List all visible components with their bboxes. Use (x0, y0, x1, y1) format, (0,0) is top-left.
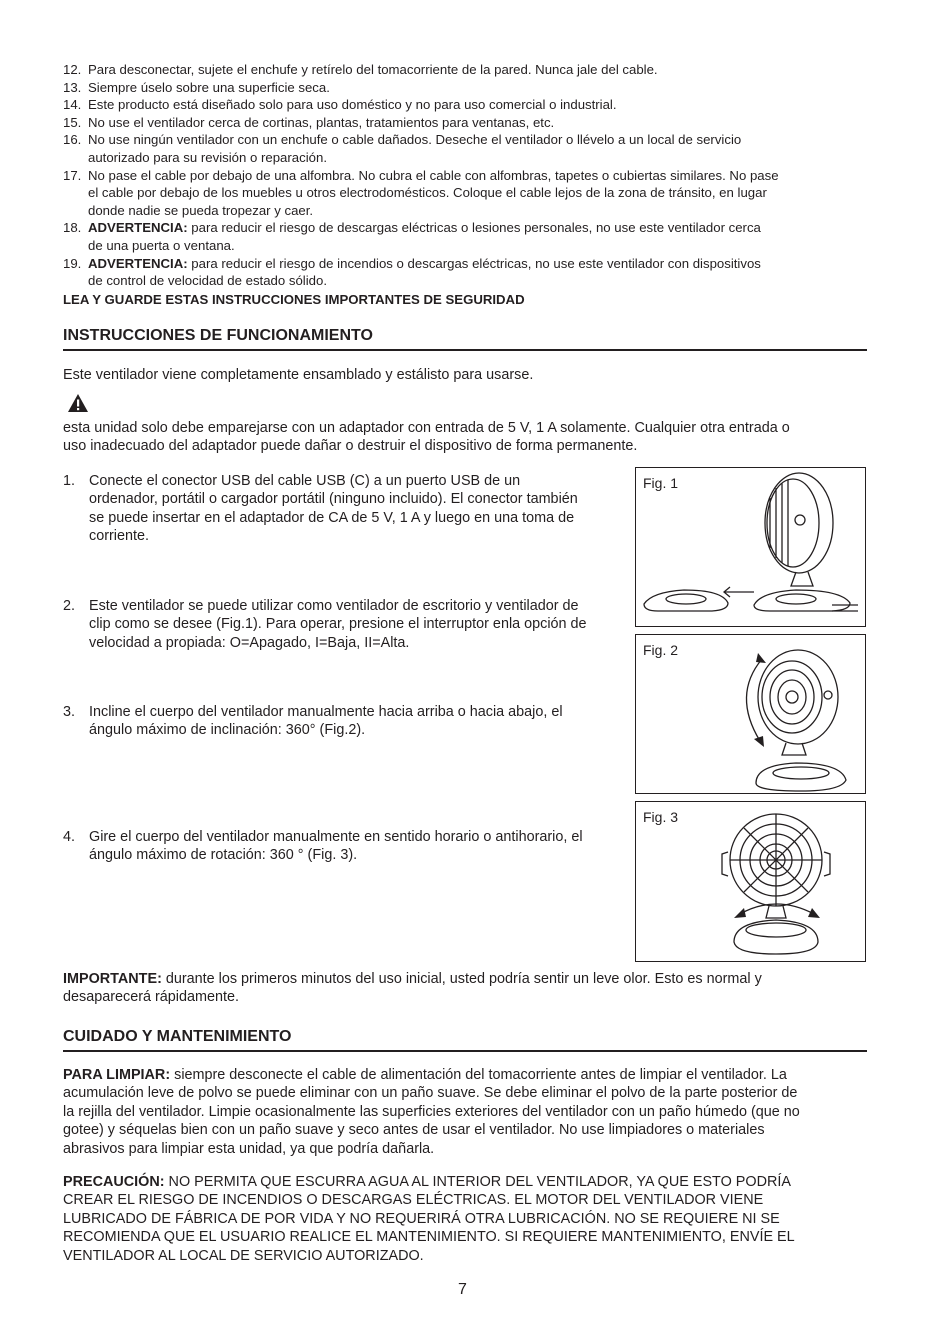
warning-line: esta unidad solo debe emparejarse con un adaptador con entrada de 5 V, 1 A solamente. Cualquier otra entrada o (63, 420, 790, 436)
item-text: No use el ventilador cerca de cortinas, plantas, tratamientos para ventanas, etc. (88, 114, 555, 130)
figure-3 (635, 801, 866, 962)
item-number: 19. (63, 255, 82, 271)
step-number: 4. (63, 829, 76, 845)
figure-label: Fig. 2 (643, 642, 679, 658)
important-text: desaparecerá rápidamente. (63, 989, 239, 1006)
heading-rule (63, 1050, 867, 1052)
step-2 (63, 597, 628, 652)
cleaning-instructions (63, 1066, 863, 1158)
item-text: para reducir el riesgo de incendios o descargas eléctricas, no use este ventilador con dispositivos (187, 255, 761, 271)
item-number: 14. (63, 97, 82, 113)
clean-text: abrasivos para limpiar esta unidad, ya que podría dañarla. (63, 1140, 435, 1157)
tilt-fan-illustration (636, 635, 867, 795)
caution-text: VENTILADOR AL LOCAL DE SERVICIO AUTORIZADO. (63, 1247, 424, 1264)
item-text: autorizado para su revisión o reparación. (88, 149, 327, 165)
step-text: Incline el cuerpo del ventilador manualmente hacia arriba o hacia abajo, el (89, 704, 563, 720)
heading-rule (63, 349, 867, 351)
step-number: 3. (63, 704, 76, 720)
item-number: 16. (63, 132, 82, 148)
operation-heading: INSTRUCCIONES DE FUNCIONAMIENTO (63, 327, 373, 344)
important-label: IMPORTANTE: (63, 971, 162, 987)
step-4 (63, 828, 628, 865)
caution-text: NO PERMITA QUE ESCURRA AGUA AL INTERIOR DEL VENTILADOR, YA QUE ESTO PODRÍA (164, 1174, 791, 1190)
step-number: 2. (63, 598, 76, 614)
advertencia-label: ADVERTENCIA: (88, 255, 188, 271)
item-number: 15. (63, 114, 82, 130)
safety-item (63, 255, 863, 290)
safety-item (63, 114, 863, 132)
clip-fan-illustration (636, 468, 867, 628)
safety-item (63, 96, 863, 114)
item-text: para reducir el riesgo de descargas eléctricas o lesiones personales, no use este ventilador cerca (187, 220, 761, 236)
step-1 (63, 472, 628, 546)
item-text: Siempre úselo sobre una superficie seca. (88, 79, 330, 95)
caution-text: RECOMIENDA QUE EL USUARIO REALICE EL MANTENIMIENTO. SI REQUIERE MANTENIMIENTO, ENVÍE EL (63, 1229, 795, 1246)
warning-line: uso inadecuado del adaptador puede dañar o destruir el dispositivo de forma permanente. (63, 438, 638, 455)
safety-item (63, 219, 863, 254)
caution-note (63, 1173, 863, 1265)
step-text: corriente. (89, 528, 149, 545)
rotate-fan-illustration (636, 802, 867, 963)
step-3 (63, 703, 628, 740)
figure-label: Fig. 1 (643, 475, 679, 491)
figure-2 (635, 634, 866, 794)
important-text: durante los primeros minutos del uso inicial, usted podría sentir un leve olor. Esto es normal y (161, 971, 762, 987)
clean-text: gotee) y séquelas bien con un paño suave y seco antes de usar el ventilador. No use limpiadores o materiales (63, 1122, 765, 1139)
advertencia-label: ADVERTENCIA: (88, 220, 188, 236)
item-number: 12. (63, 62, 82, 77)
item-text: No use ningún ventilador con un enchufe o cable dañados. Deseche el ventilador o llévelo a un local de servicio (88, 132, 742, 148)
step-text: velocidad a propiada: O=Apagado, I=Baja, II=Alta. (89, 634, 410, 651)
item-number: 18. (63, 220, 82, 236)
item-number: 17. (63, 167, 82, 183)
safety-item (63, 131, 863, 166)
caution-text: CREAR EL RIESGO DE INCENDIOS O DESCARGAS ELÉCTRICAS. EL MOTOR DEL VENTILADOR VIENE (63, 1192, 764, 1209)
adapter-warning (63, 419, 863, 456)
step-text: ángulo máximo de inclinación: 360° (Fig.2). (89, 722, 366, 739)
safety-item (63, 79, 863, 97)
important-note (63, 970, 863, 1007)
caution-label: PRECAUCIÓN: (63, 1174, 165, 1190)
step-number: 1. (63, 473, 76, 489)
item-text: de control de velocidad de estado sólido. (88, 273, 328, 289)
safety-footer: LEA Y GUARDE ESTAS INSTRUCCIONES IMPORTANTES DE SEGURIDAD (63, 291, 525, 307)
figure-1 (635, 467, 866, 627)
caution-text: LUBRICADO DE FÁBRICA DE POR VIDA Y NO REQUERIRÁ OTRA LUBRICACIÓN. NO SE REQUIERE NI SE (63, 1210, 780, 1227)
step-text: Gire el cuerpo del ventilador manualmente en sentido horario o antihorario, el (89, 829, 583, 845)
step-text: Este ventilador se puede utilizar como ventilador de escritorio y ventilador de (89, 598, 579, 614)
safety-list (63, 61, 863, 308)
item-text: donde nadie se pueda tropezar y caer. (88, 202, 314, 218)
step-text: ordenador, portátil o cargador portátil (ninguno incluido). El conector también (89, 491, 578, 508)
item-number: 13. (63, 79, 82, 95)
step-text: se puede insertar en el adaptador de CA de 5 V, 1 A y luego en una toma de (89, 509, 575, 526)
clean-text: siempre desconecte el cable de alimentación del tomacorriente antes de limpiar el ventilador. La (170, 1067, 787, 1083)
operation-intro: Este ventilador viene completamente ensamblado y estálisto para usarse. (63, 367, 534, 383)
safety-item (63, 61, 863, 79)
item-text: No pase el cable por debajo de una alfombra. No cubra el cable con alfombras, tapetes o cubiertas similares. No pase (88, 167, 779, 183)
item-text: Para desconectar, sujete el enchufe y retírelo del tomacorriente de la pared. Nunca jale del cable. (88, 62, 658, 77)
page-number: 7 (458, 1281, 467, 1298)
step-text: Conecte el conector USB del cable USB (C) a un puerto USB de un (89, 473, 521, 489)
item-text: de una puerta o ventana. (88, 237, 235, 253)
item-text: el cable por debajo de los muebles u otros electrodomésticos. Coloque el cable lejos de la zona de tránsito, en lugar (88, 185, 767, 201)
care-heading: CUIDADO Y MANTENIMIENTO (63, 1028, 292, 1045)
item-text: Este producto está diseñado solo para uso doméstico y no para uso comercial o industrial. (88, 97, 617, 113)
clean-text: acumulación leve de polvo se puede eliminar con un paño suave. Se debe eliminar el polvo de la parte posterior de (63, 1085, 798, 1102)
clean-text: la rejilla del ventilador. Limpie ocasionalmente las superficies exteriores del ventilador con un paño húmedo (que no (63, 1103, 800, 1120)
warning-triangle-icon (67, 393, 89, 418)
step-text: clip como se desee (Fig.1). Para operar, presione el interruptor enla opción de (89, 616, 587, 633)
figure-label: Fig. 3 (643, 809, 679, 825)
step-text: ángulo máximo de rotación: 360 ° (Fig. 3). (89, 847, 358, 864)
safety-item (63, 167, 863, 220)
clean-label: PARA LIMPIAR: (63, 1067, 171, 1083)
